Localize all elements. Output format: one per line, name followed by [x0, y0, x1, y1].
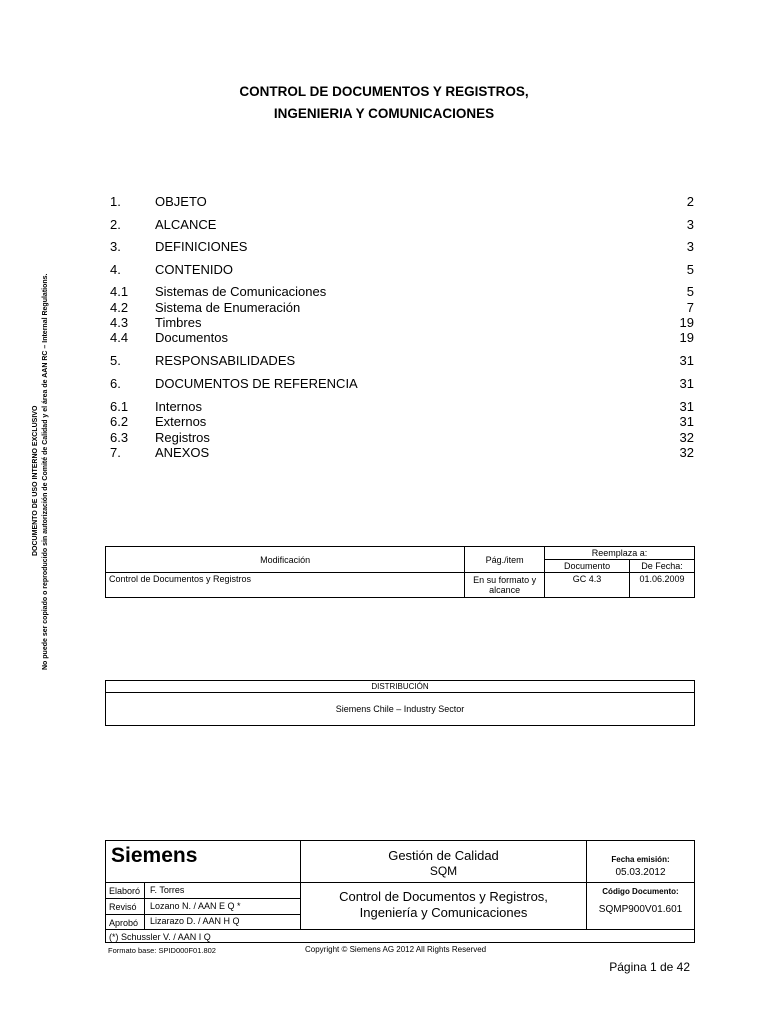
codigo-cell [587, 883, 694, 930]
toc-label[interactable]: ANEXOS [155, 445, 210, 460]
toc-num: 2. [110, 217, 121, 232]
toc-page: 32 [679, 445, 694, 460]
toc-label[interactable]: CONTENIDO [155, 262, 233, 277]
toc-page: 31 [679, 353, 694, 368]
toc-num: 6.3 [110, 430, 129, 445]
sign-row-aprobo [106, 915, 301, 930]
doc-title-line1: Control de Documentos y Registros, [339, 889, 548, 904]
toc-page: 19 [679, 330, 694, 345]
distribution-header: DISTRIBUCIÓN [106, 681, 695, 693]
modification-table [105, 546, 695, 598]
toc-num: 6.2 [110, 414, 129, 429]
toc-page: 32 [679, 430, 694, 445]
toc-num: 5. [110, 353, 121, 368]
toc-page: 3 [686, 239, 694, 254]
toc-label[interactable]: Sistemas de Comunicaciones [155, 284, 327, 299]
doc-title-cell [301, 883, 587, 930]
toc-page: 31 [679, 376, 694, 391]
toc-num: 6.1 [110, 399, 129, 414]
reviso-label: Revisó [109, 902, 137, 912]
formato-base: Formato base: SPID000F01.802 [108, 946, 216, 955]
footer-box [105, 840, 695, 943]
toc-num: 4.3 [110, 315, 129, 330]
toc-label[interactable]: ALCANCE [155, 217, 217, 232]
toc-num: 6. [110, 376, 121, 391]
toc-page: 2 [686, 194, 694, 209]
gestion-cell [301, 841, 587, 883]
toc-num: 4. [110, 262, 121, 277]
aprobo-value: Lizarazo D. / AAN H Q [150, 916, 240, 926]
footer-note: (*) Schussler V. / AAN I Q [109, 932, 211, 942]
document-title-line2: INGENIERIA Y COMUNICACIONES [273, 106, 495, 121]
toc-label[interactable]: DOCUMENTOS DE REFERENCIA [155, 376, 358, 391]
row-pag-item: En su formato y alcance [465, 573, 545, 598]
toc-num: 4.2 [110, 300, 129, 315]
header-pag-item: Pág./item [465, 547, 545, 573]
brand-cell [106, 841, 301, 883]
document-title-line1: CONTROL DE DOCUMENTOS Y REGISTROS, [239, 84, 529, 99]
elaboro-value: F. Torres [150, 885, 185, 895]
toc-page: 5 [686, 262, 694, 277]
codigo-label: Código Documento: [602, 887, 679, 896]
cell-divider [144, 883, 145, 898]
distribution-table [105, 680, 695, 726]
row-modificacion: Control de Documentos y Registros [106, 573, 465, 598]
toc-num: 4.4 [110, 330, 129, 345]
fecha-value: 05.03.2012 [615, 867, 666, 878]
toc-label[interactable]: Timbres [155, 315, 202, 330]
copyright: Copyright © Siemens AG 2012 All Rights Reserved [305, 945, 487, 954]
header-documento: Documento [545, 560, 630, 573]
toc-label[interactable]: Internos [155, 399, 202, 414]
toc-num: 3. [110, 239, 121, 254]
doc-title-line2: Ingeniería y Comunicaciones [359, 905, 528, 920]
cell-divider [144, 899, 145, 914]
sign-row-elaboro [106, 883, 301, 899]
gestion-line2: SQM [429, 864, 458, 878]
fecha-cell [587, 841, 694, 883]
header-modificacion: Modificación [106, 547, 465, 573]
toc-page: 3 [686, 217, 694, 232]
toc-label[interactable]: Documentos [155, 330, 228, 345]
codigo-value: SQMP900V01.601 [598, 904, 683, 915]
toc-label[interactable]: RESPONSABILIDADES [155, 353, 296, 368]
toc-num: 1. [110, 194, 121, 209]
toc-page: 5 [686, 284, 694, 299]
fecha-label: Fecha emisión: [611, 855, 670, 864]
toc-num: 4.1 [110, 284, 129, 299]
row-de-fecha: 01.06.2009 [630, 573, 695, 598]
toc-page: 19 [679, 315, 694, 330]
cell-divider [144, 915, 145, 929]
aprobo-label: Aprobó [109, 918, 139, 928]
toc-label[interactable]: DEFINICIONES [155, 239, 248, 254]
header-reemplaza: Reemplaza a: [545, 547, 695, 560]
page-number: Página 1 de 42 [609, 960, 690, 974]
row-documento: GC 4.3 [545, 573, 630, 598]
side-note-line2: No puede ser copiado o reproducido sin autorización de Comité de Calidad y el área de AAN RC – Internal Regulations. [42, 273, 49, 670]
sign-row-reviso [106, 899, 301, 915]
distribution-value: Siemens Chile – Industry Sector [106, 693, 695, 726]
toc-num: 7. [110, 445, 121, 460]
side-note-line1: DOCUMENTO DE USO INTERNO EXCLUSIVO [32, 405, 39, 556]
elaboro-label: Elaboró [109, 886, 141, 896]
toc-label[interactable]: Sistema de Enumeración [155, 300, 301, 315]
toc-page: 31 [679, 399, 694, 414]
toc-page: 31 [679, 414, 694, 429]
brand-logo: Siemens [111, 844, 198, 867]
toc-page: 7 [686, 300, 694, 315]
toc-label[interactable]: OBJETO [155, 194, 207, 209]
toc-label[interactable]: Registros [155, 430, 210, 445]
header-de-fecha: De Fecha: [630, 560, 695, 573]
gestion-line1: Gestión de Calidad [388, 848, 499, 863]
reviso-value: Lozano N. / AAN E Q * [150, 901, 241, 911]
toc-label[interactable]: Externos [155, 414, 207, 429]
